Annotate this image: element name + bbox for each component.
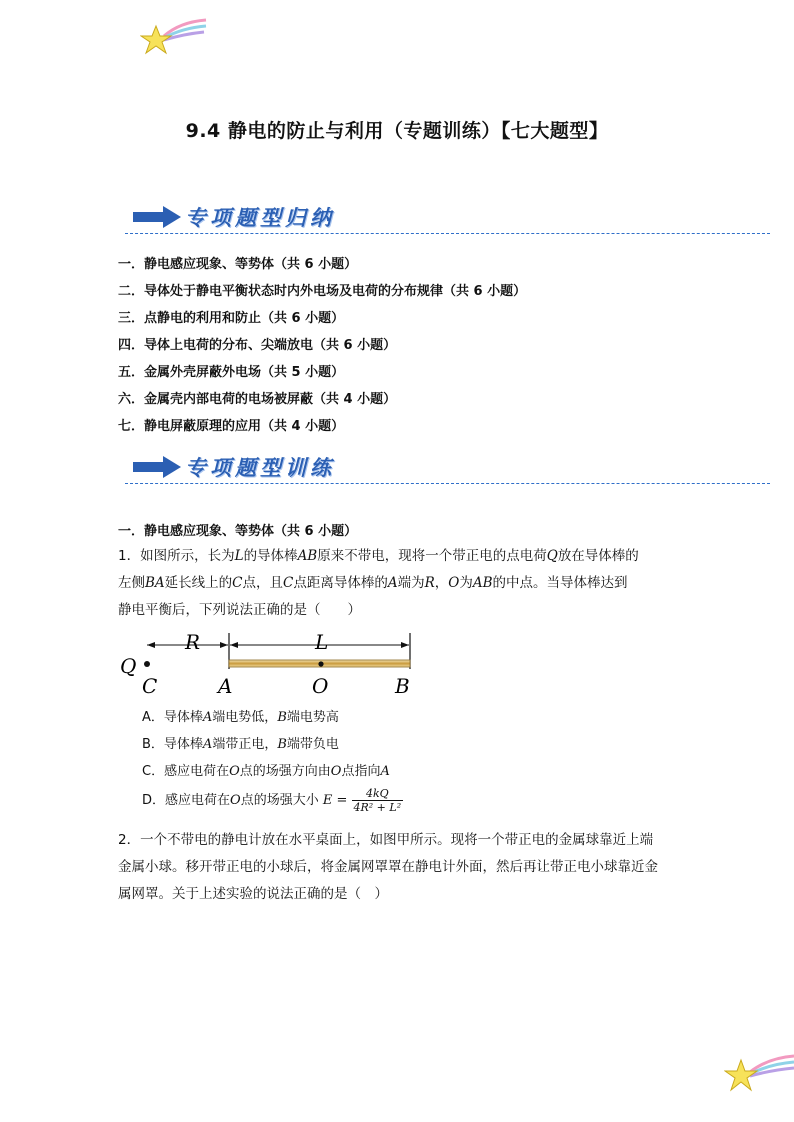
formula-fraction: $\frac{4kQ}{\text{4R² + L²}}$ (353, 787, 402, 814)
section-heading: 一．静电感应现象、等势体（共 6 小题） (118, 524, 358, 539)
toc-item: 二．导体处于静电平衡状态时内外电场及电荷的分布规律（共 6 小题） (118, 284, 527, 299)
label-A: A (218, 674, 233, 698)
conductor-rod-figure (115, 625, 425, 700)
option-c: C．感应电荷在O点的场强方向由O点指向A (142, 764, 390, 779)
shooting-star-icon (724, 1050, 794, 1095)
toc-item: 五．金属外壳屏蔽外电场（共 5 小题） (118, 365, 345, 380)
toc-item: 六．金属壳内部电荷的电场被屏蔽（共 4 小题） (118, 392, 397, 407)
shooting-star-icon (140, 18, 210, 58)
arrow-right-icon (133, 206, 181, 228)
label-R: R (185, 630, 201, 654)
summary-banner (125, 200, 770, 234)
toc-item: 一．静电感应现象、等势体（共 6 小题） (118, 257, 358, 272)
toc-item: 三．点静电的利用和防止（共 6 小题） (118, 311, 345, 326)
option-a: A．导体棒A端电势低，B端电势高 (142, 710, 339, 725)
toc-item: 七．静电屏蔽原理的应用（共 4 小题） (118, 419, 345, 434)
label-Q: Q (120, 654, 137, 678)
question-1-text: 1．如图所示，长为L的导体棒AB原来不带电，现将一个带正电的点电荷Q放在导体棒的 左侧BA延长线上的C点，且C点距离导体棒的A端为R，O为AB的中点。当导体棒达到 静电平衡后，下列说法正确的是（ ） (118, 548, 639, 618)
formula-lhs: E = (322, 793, 348, 808)
training-banner (125, 450, 770, 484)
page-title: 9.4 静电的防止与利用（专题训练）【七大题型】 (185, 120, 609, 142)
arrow-right-icon (133, 456, 181, 478)
label-O: O (312, 674, 329, 698)
banner-label: 专项题型归纳 (185, 205, 335, 230)
dashed-divider (125, 483, 770, 484)
label-L: L (315, 630, 329, 654)
label-C: C (142, 674, 158, 698)
question-2-text: 2．一个不带电的静电计放在水平桌面上，如图甲所示。现将一个带正电的金属球靠近上端 金属小球。移开带正电的小球后，将金属网罩罩在静电计外面，然后再让带正电小球靠近金 属网罩。关于上述实验的说法正确的是（ ） (118, 832, 658, 902)
dashed-divider (125, 233, 770, 234)
option-d: D．感应电荷在O点的场强大小 E = $\frac{4kQ}{\text{4R² + L²}}$ (142, 787, 402, 814)
banner-label: 专项题型训练 (185, 455, 335, 480)
toc-item: 四．导体上电荷的分布、尖端放电（共 6 小题） (118, 338, 397, 353)
option-b: B．导体棒A端带正电，B端带负电 (142, 737, 339, 752)
label-B: B (395, 674, 410, 698)
